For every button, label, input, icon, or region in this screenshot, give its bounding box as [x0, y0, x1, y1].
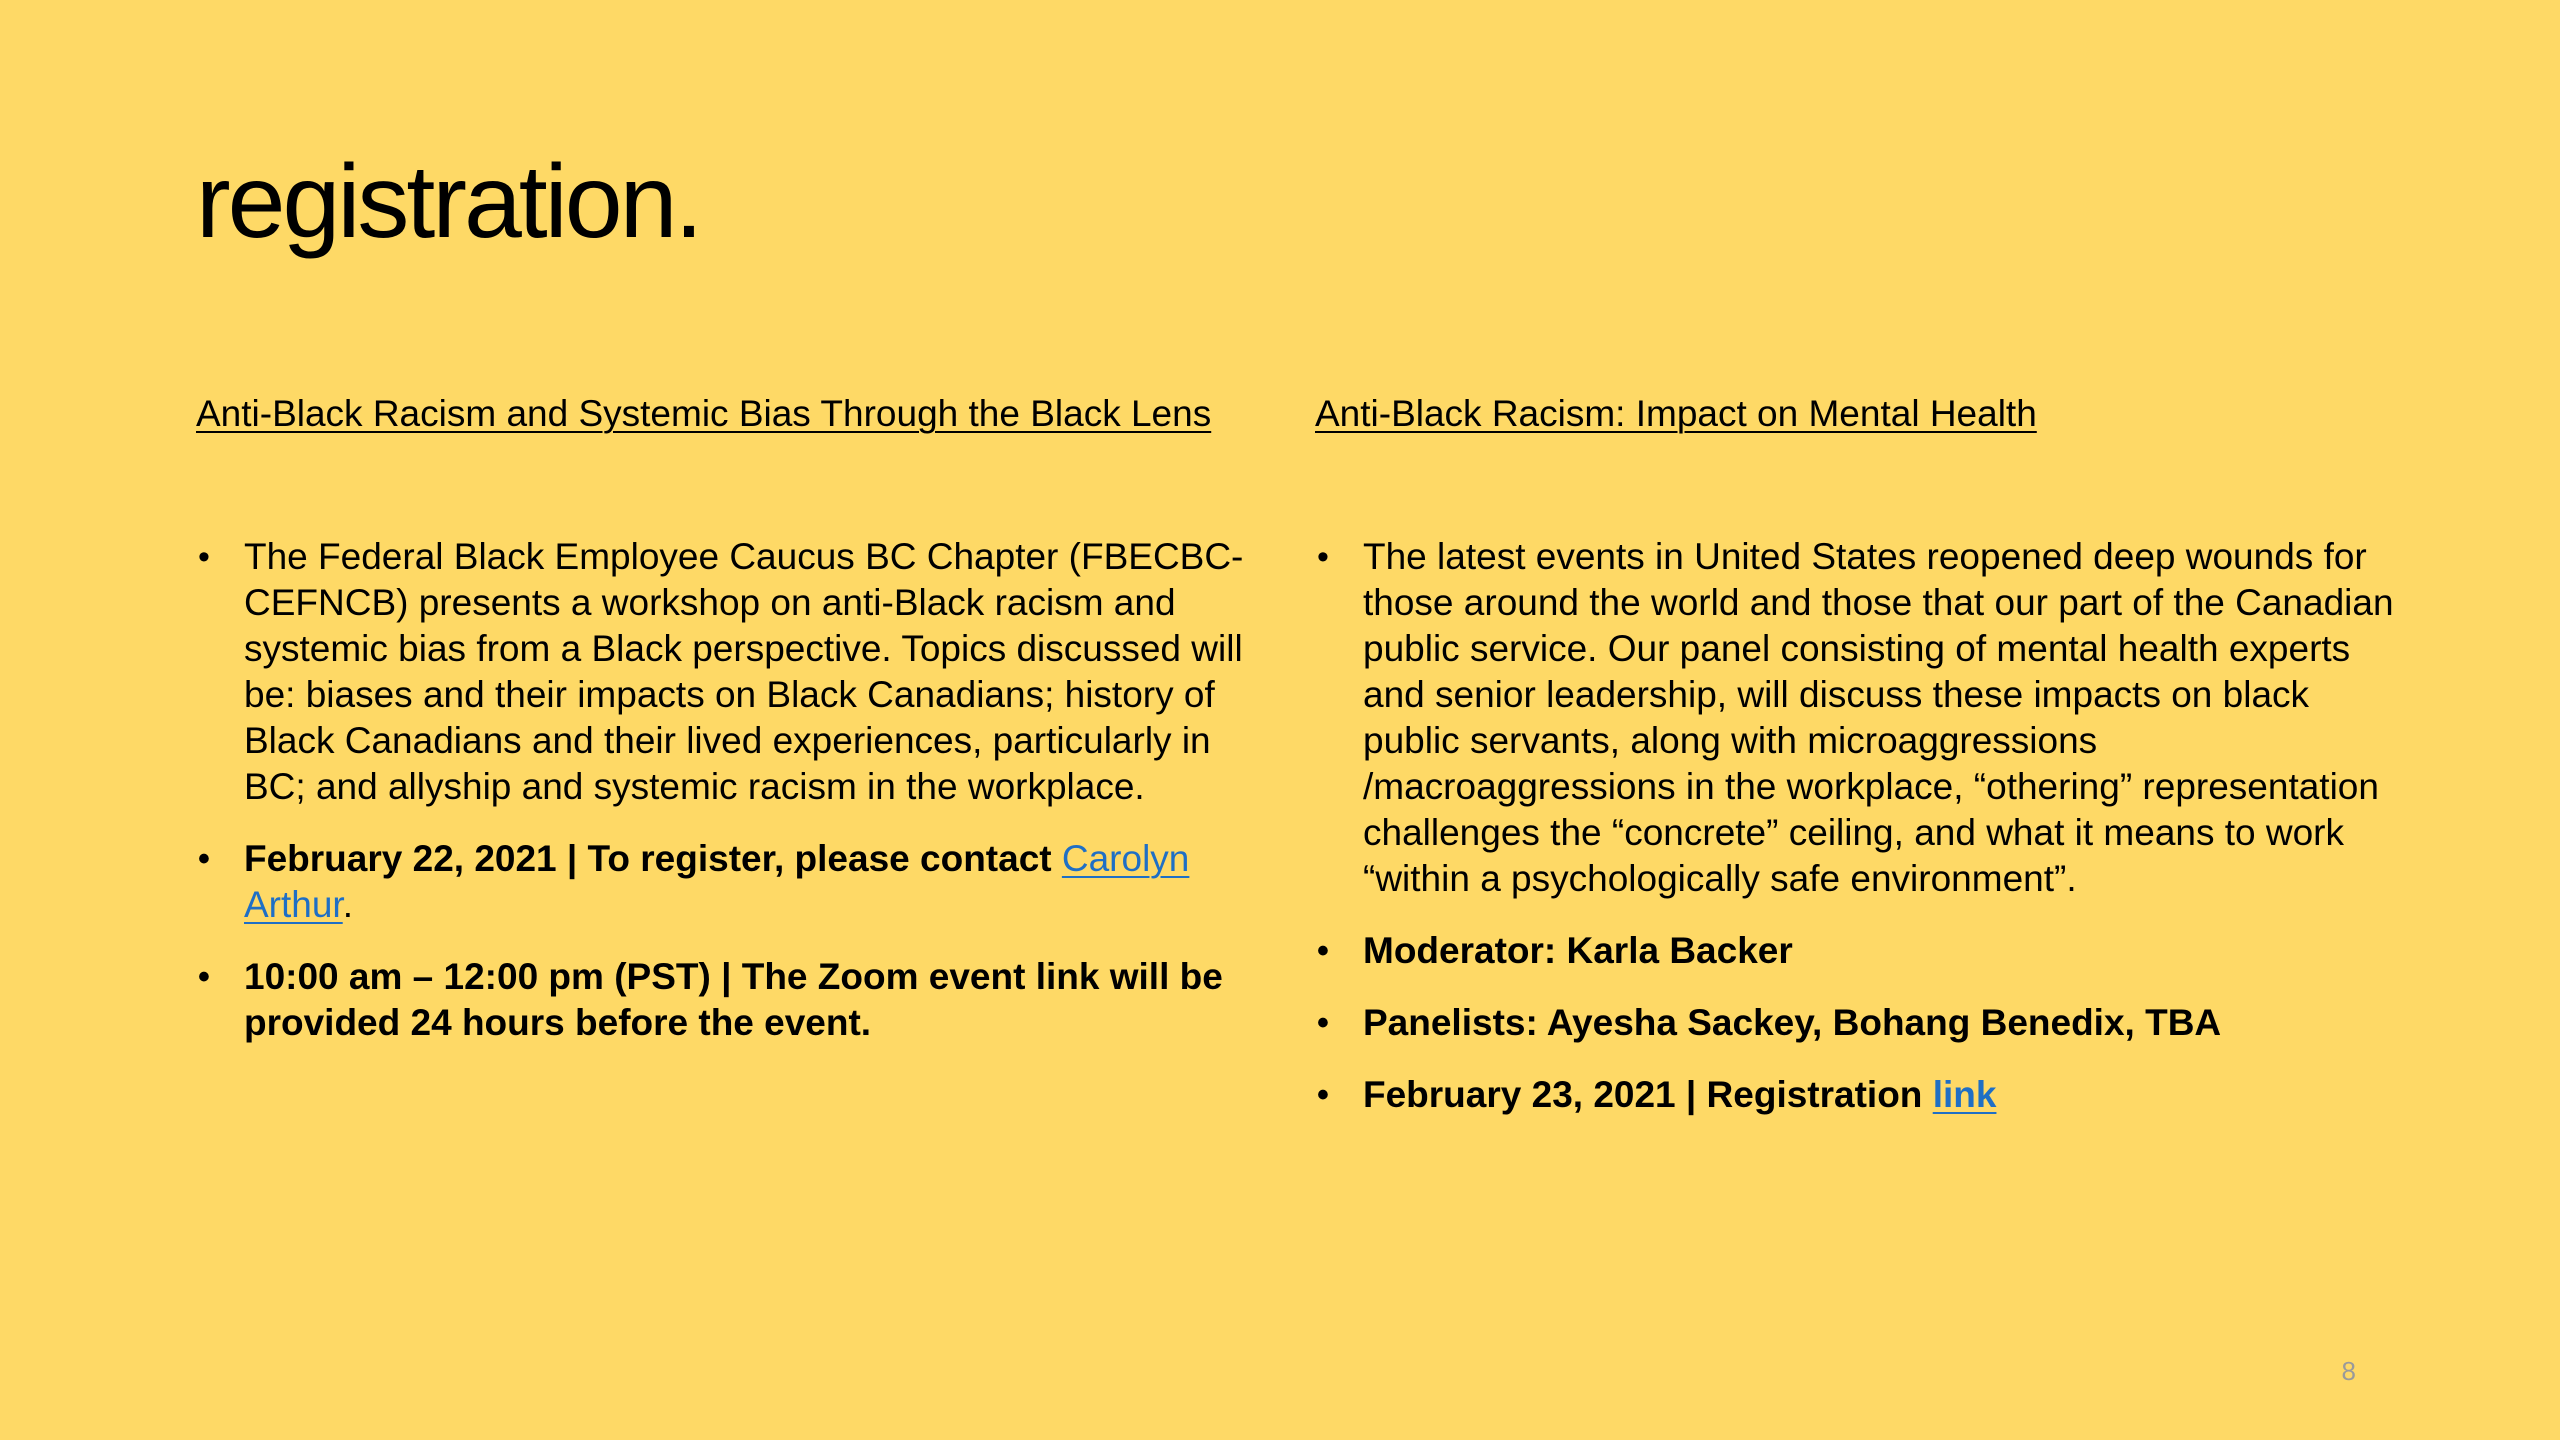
bullet-icon: • [198, 538, 210, 576]
contact-link[interactable]: Carolyn Arthur [244, 838, 1190, 925]
left-column-heading: Anti-Black Racism and Systemic Bias Through the Black Lens [196, 393, 1212, 434]
registration-link[interactable]: link [1932, 1074, 1997, 1115]
list-item [196, 836, 1256, 928]
list-item [1315, 928, 2395, 974]
right-bullet-list [1315, 534, 2395, 1144]
right-column [1315, 388, 2395, 1115]
bullet-icon: • [198, 958, 210, 996]
registration-date-text: February 23, 2021 | Registration [1363, 1074, 1923, 1115]
bullet-icon: • [1317, 1076, 1329, 1114]
workshop-date-text: February 22, 2021 | To register, please contact [244, 838, 1052, 879]
panelists-text: Panelists: Ayesha Sackey, Bohang Benedix, TBA [1363, 1002, 2222, 1043]
list-item [1315, 1072, 2395, 1118]
bullet-icon: • [1317, 1004, 1329, 1042]
list-item [1315, 1000, 2395, 1046]
list-item [196, 954, 1256, 1046]
right-column-heading: Anti-Black Racism: Impact on Mental Health [1315, 393, 2037, 434]
moderator-text: Moderator: Karla Backer [1363, 930, 1793, 971]
page-number: 8 [2341, 1356, 2356, 1386]
workshop-description: The Federal Black Employee Caucus BC Chapter (FBECBC-CEFNCB) presents a workshop on anti-Black racism and systemic bias from a Black perspective. Topics discussed will be: biases and their impacts on Black Canadians; history of Black Canadians and their lived experiences, particularly in BC; and allyship and systemic racism in the workplace. [244, 536, 1244, 807]
bullet-icon: • [1317, 538, 1329, 576]
left-column [196, 388, 1256, 1043]
left-bullet-list [196, 534, 1256, 1072]
slide-title: registration. [196, 144, 701, 260]
workshop-time-text: 10:00 am – 12:00 pm (PST) | The Zoom event link will be provided 24 hours before the event. [244, 956, 1223, 1043]
bullet-icon: • [1317, 932, 1329, 970]
period-text: . [342, 884, 353, 925]
panel-description: The latest events in United States reopened deep wounds for those around the world and those that our part of the Canadian public service. Our panel consisting of mental health experts and senior leadership, will discuss these impacts on black public servants, along with microaggressions /macroaggressions in the workplace, “othering” representation challenges the “concrete” ceiling, and what it means to work “within a psychologically safe environment”. [1363, 536, 2394, 899]
bullet-icon: • [198, 840, 210, 878]
list-item [1315, 534, 2395, 902]
list-item [196, 534, 1256, 810]
